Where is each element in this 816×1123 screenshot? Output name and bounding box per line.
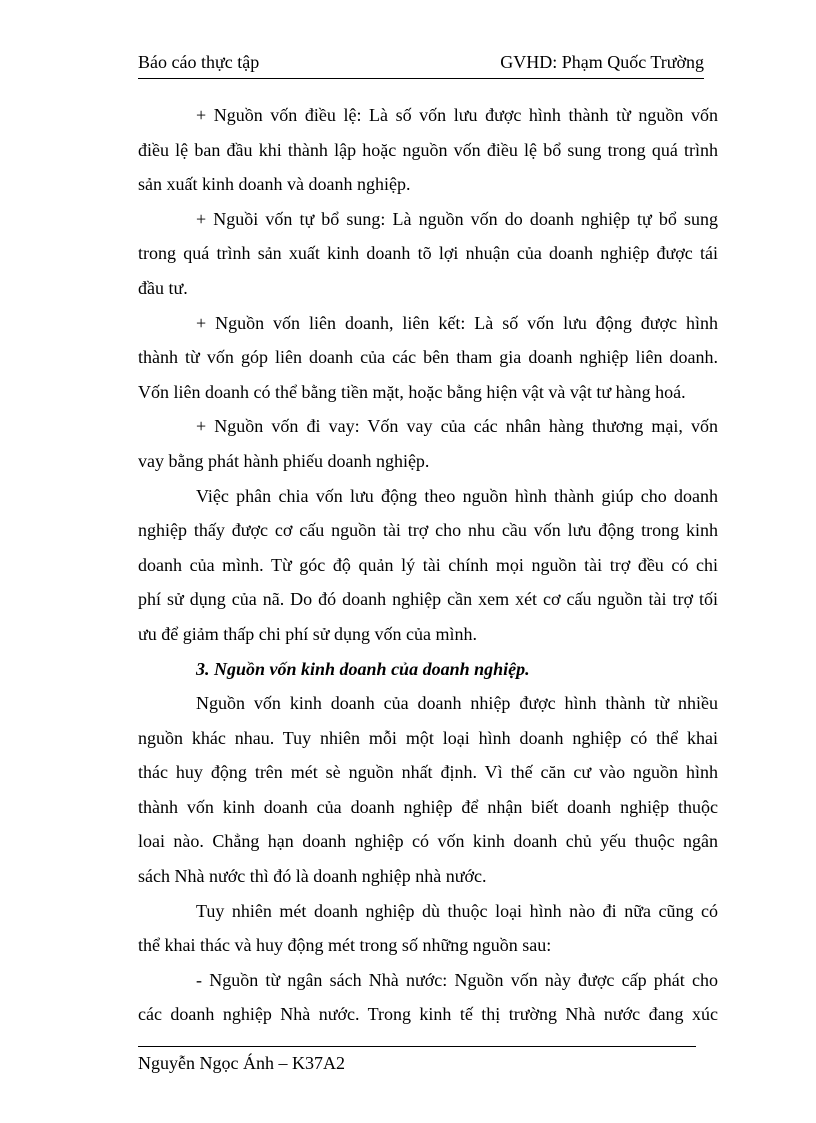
footer-author: Nguyễn Ngọc Ánh – K37A2	[138, 1053, 345, 1073]
text-line: + Nguồn vốn đi vay: Vốn vay của các nhân hàng thương mại, vốn	[196, 416, 718, 437]
text-line: sách Nhà nước thì đó là doanh nghiệp nhà nước.	[138, 866, 487, 887]
text-line: Vốn liên doanh có thể bằng tiền mặt, hoặc bằng hiện vật và vật tư hàng hoá.	[138, 381, 686, 402]
text-line: điều lệ ban đầu khi thành lập hoặc nguồn vốn điều lệ bổ sung trong quá trình	[138, 139, 718, 160]
paragraph-business-capital-sources	[138, 686, 718, 894]
text-line: ưu để giảm thấp chi phí sử dụng vốn của mình.	[138, 623, 477, 644]
text-line: + Nguồn vốn điều lệ: Là số vốn lưu được hình thành từ nguồn vốn	[196, 105, 718, 125]
paragraph-state-budget-source	[138, 963, 718, 1032]
text-line: đầu tư.	[138, 277, 188, 298]
paragraph-capital-mobilization	[138, 894, 718, 963]
text-line: thành từ vốn góp liên doanh của các bên tham gia doanh nghiệp liên doanh.	[138, 347, 718, 368]
text-line: nghiệp thấy được cơ cấu nguồn tài trợ cho nhu cầu vốn lưu động trong kinh	[138, 520, 718, 541]
paragraph-joint-venture-capital	[138, 306, 718, 410]
text-line: trong quá trình sản xuất kinh doanh tõ lợi nhuận của doanh nghiệp được tái	[138, 243, 718, 264]
text-line: nguồn khác nhau. Tuy nhiên mỗi một loại hình doanh nghiệp có thể khai	[138, 727, 718, 748]
text-line: + Nguồi vốn tự bổ sung: Là nguồn vốn do doanh nghiệp tự bổ sung	[196, 208, 718, 229]
paragraph-borrowed-capital	[138, 409, 718, 478]
text-line: loai nào. Chẳng hạn doanh nghiệp có vốn kinh doanh chủ yếu thuộc ngân	[138, 831, 718, 852]
text-line: phí sử dụng của nã. Do đó doanh nghiệp cần xem xét cơ cấu nguồn tài trợ tối	[138, 589, 718, 610]
document-body	[138, 98, 718, 1032]
text-line: sản xuất kinh doanh và doanh nghiệp.	[138, 174, 411, 195]
header-report-title: Báo cáo thực tập	[138, 52, 260, 72]
text-line: các doanh nghiệp Nhà nước. Trong kinh tế thị trường Nhà nước đang xúc	[138, 1004, 718, 1025]
paragraph-self-supplemented-capital	[138, 202, 718, 306]
text-line: Việc phân chia vốn lưu động theo nguồn hình thành giúp cho doanh	[196, 485, 718, 506]
text-line: thác huy động trên mét sè nguồn nhất định. Vì thế căn cư vào nguồn hình	[138, 762, 718, 783]
text-line: Nguồn vốn kinh doanh của doanh nhiệp được hình thành từ nhiều	[196, 693, 718, 714]
text-line: - Nguồn từ ngân sách Nhà nước: Nguồn vốn này được cấp phát cho	[196, 969, 718, 990]
paragraph-charter-capital	[138, 98, 718, 202]
paragraph-capital-classification	[138, 479, 718, 652]
text-line: doanh của mình. Từ góc độ quản lý tài chính mọi nguồn tài trợ đều có chi	[138, 554, 718, 575]
text-line: thành vốn kinh doanh của doanh nghiệp để nhận biết doanh nghiệp thuộc	[138, 796, 718, 817]
text-line: Tuy nhiên mét doanh nghiệp dù thuộc loại hình nào đi nữa cũng có	[196, 900, 718, 921]
header-supervisor: GVHD: Phạm Quốc Trường	[500, 52, 704, 72]
section-heading: 3. Nguồn vốn kinh doanh của doanh nghiệp.	[196, 658, 530, 679]
page-footer	[138, 1046, 696, 1073]
page-header	[138, 52, 704, 79]
text-line: + Nguồn vốn liên doanh, liên kết: Là số vốn lưu động được hình	[196, 312, 718, 333]
text-line: vay bằng phát hành phiếu doanh nghiệp.	[138, 450, 430, 471]
text-line: thể khai thác và huy động mét trong số những nguồn sau:	[138, 935, 552, 956]
